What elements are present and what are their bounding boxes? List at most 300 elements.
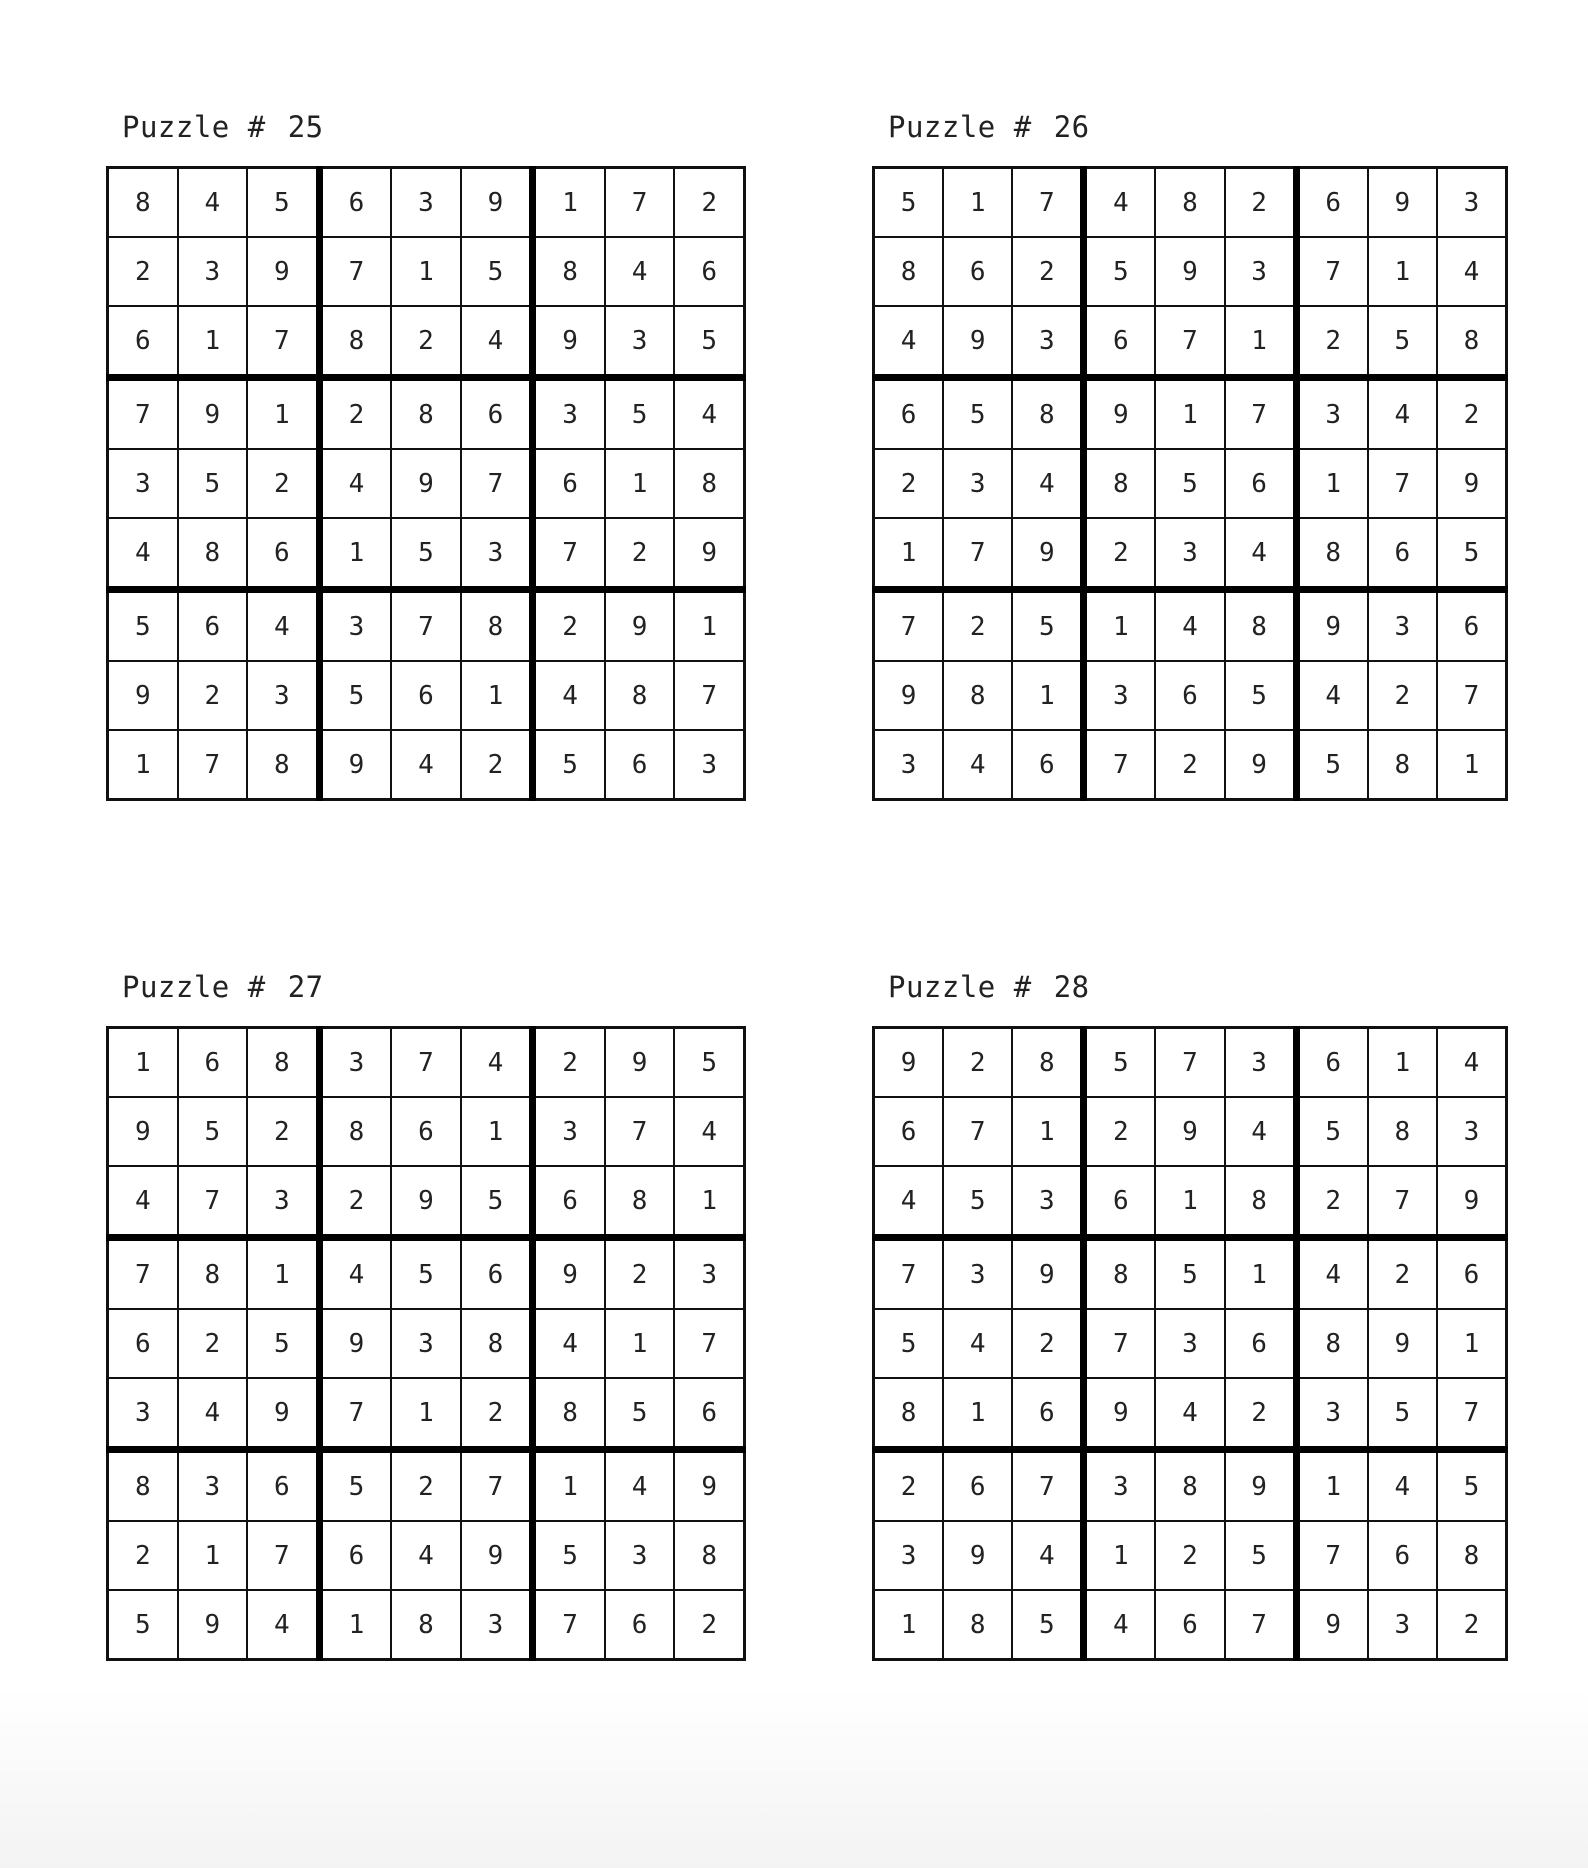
grid-cell: 6 xyxy=(178,1028,248,1098)
grid-cell: 1 xyxy=(533,168,605,238)
grid-cell: 7 xyxy=(108,378,178,450)
grid-cell: 9 xyxy=(943,306,1012,378)
grid-cell: 4 xyxy=(674,1097,744,1166)
grid-cell: 9 xyxy=(674,518,744,590)
grid-row xyxy=(108,378,745,450)
grid-cell: 9 xyxy=(461,1521,533,1590)
puzzle-label: Puzzle # xyxy=(122,110,266,144)
grid-cell: 8 xyxy=(1155,1450,1224,1522)
grid-cell: 3 xyxy=(319,590,391,662)
grid-cell: 7 xyxy=(1437,661,1507,730)
grid-cell: 5 xyxy=(319,1450,391,1522)
grid-cell: 4 xyxy=(178,1378,248,1450)
grid-cell: 5 xyxy=(319,661,391,730)
grid-cell: 1 xyxy=(108,1028,178,1098)
grid-cell: 3 xyxy=(605,1521,675,1590)
grid-cell: 4 xyxy=(108,1166,178,1238)
grid-cell: 3 xyxy=(1296,378,1368,450)
grid-cell: 4 xyxy=(874,1166,944,1238)
grid-cell: 2 xyxy=(1225,168,1297,238)
grid-cell: 1 xyxy=(319,1590,391,1660)
sudoku-grid xyxy=(106,166,746,801)
grid-cell: 5 xyxy=(391,518,461,590)
grid-cell: 1 xyxy=(874,518,944,590)
grid-cell: 2 xyxy=(391,1450,461,1522)
grid-cell: 8 xyxy=(1368,1097,1437,1166)
puzzle-label: Puzzle # xyxy=(122,970,266,1004)
grid-cell: 9 xyxy=(533,1238,605,1310)
grid-cell: 7 xyxy=(461,1450,533,1522)
grid-cell: 5 xyxy=(674,306,744,378)
puzzle-number: 28 xyxy=(1053,970,1090,1004)
grid-cell: 2 xyxy=(605,1238,675,1310)
grid-cell: 3 xyxy=(178,237,248,306)
grid-row xyxy=(874,1238,1507,1310)
grid-cell: 2 xyxy=(674,168,744,238)
grid-cell: 4 xyxy=(533,661,605,730)
grid-cell: 6 xyxy=(108,1309,178,1378)
grid-cell: 6 xyxy=(1084,306,1156,378)
grid-cell: 4 xyxy=(605,237,675,306)
grid-cell: 4 xyxy=(178,168,248,238)
grid-cell: 7 xyxy=(605,168,675,238)
grid-cell: 3 xyxy=(319,1028,391,1098)
page-background xyxy=(0,1688,1588,1868)
grid-row xyxy=(108,168,745,238)
grid-cell: 8 xyxy=(1225,1166,1297,1238)
grid-cell: 6 xyxy=(247,518,319,590)
grid-cell: 1 xyxy=(674,1166,744,1238)
grid-cell: 8 xyxy=(108,1450,178,1522)
grid-row xyxy=(108,1450,745,1522)
grid-cell: 2 xyxy=(533,590,605,662)
puzzle-title xyxy=(888,970,1090,1004)
grid-cell: 5 xyxy=(1368,1378,1437,1450)
grid-cell: 7 xyxy=(1084,730,1156,800)
grid-cell: 1 xyxy=(943,1378,1012,1450)
grid-cell: 9 xyxy=(247,237,319,306)
grid-cell: 2 xyxy=(319,378,391,450)
grid-cell: 9 xyxy=(319,730,391,800)
grid-cell: 8 xyxy=(108,168,178,238)
grid-cell: 8 xyxy=(1012,378,1084,450)
grid-cell: 9 xyxy=(1437,449,1507,518)
grid-cell: 3 xyxy=(461,1590,533,1660)
grid-row xyxy=(874,730,1507,800)
grid-cell: 7 xyxy=(1225,378,1297,450)
grid-cell: 1 xyxy=(1225,306,1297,378)
grid-cell: 2 xyxy=(874,449,944,518)
grid-cell: 5 xyxy=(1084,1028,1156,1098)
grid-cell: 9 xyxy=(391,449,461,518)
grid-cell: 6 xyxy=(461,378,533,450)
grid-cell: 9 xyxy=(674,1450,744,1522)
puzzle-title xyxy=(888,110,1090,144)
grid-row xyxy=(108,1097,745,1166)
grid-cell: 4 xyxy=(247,1590,319,1660)
grid-cell: 9 xyxy=(1296,1590,1368,1660)
grid-cell: 9 xyxy=(1368,1309,1437,1378)
grid-cell: 5 xyxy=(674,1028,744,1098)
grid-cell: 9 xyxy=(533,306,605,378)
grid-cell: 9 xyxy=(1155,237,1224,306)
grid-cell: 8 xyxy=(1012,1028,1084,1098)
grid-row xyxy=(874,378,1507,450)
grid-cell: 6 xyxy=(391,661,461,730)
grid-row xyxy=(108,661,745,730)
grid-row xyxy=(874,237,1507,306)
grid-cell: 3 xyxy=(674,730,744,800)
grid-cell: 4 xyxy=(319,449,391,518)
grid-cell: 8 xyxy=(247,1028,319,1098)
grid-cell: 4 xyxy=(1155,1378,1224,1450)
grid-cell: 8 xyxy=(461,1309,533,1378)
grid-cell: 9 xyxy=(1296,590,1368,662)
grid-cell: 6 xyxy=(1012,1378,1084,1450)
grid-cell: 1 xyxy=(1012,661,1084,730)
grid-cell: 5 xyxy=(874,1309,944,1378)
grid-cell: 6 xyxy=(533,449,605,518)
grid-cell: 6 xyxy=(874,378,944,450)
grid-cell: 4 xyxy=(1225,1097,1297,1166)
grid-row xyxy=(874,1450,1507,1522)
grid-cell: 8 xyxy=(533,237,605,306)
grid-cell: 4 xyxy=(247,590,319,662)
grid-cell: 2 xyxy=(1296,1166,1368,1238)
grid-row xyxy=(874,1590,1507,1660)
grid-cell: 8 xyxy=(874,237,944,306)
grid-cell: 3 xyxy=(605,306,675,378)
grid-row xyxy=(874,306,1507,378)
grid-cell: 2 xyxy=(1368,1238,1437,1310)
grid-cell: 6 xyxy=(247,1450,319,1522)
grid-cell: 5 xyxy=(1368,306,1437,378)
grid-cell: 3 xyxy=(1368,1590,1437,1660)
sudoku-grid xyxy=(872,166,1508,801)
grid-cell: 2 xyxy=(1437,378,1507,450)
grid-cell: 3 xyxy=(1296,1378,1368,1450)
grid-cell: 4 xyxy=(943,1309,1012,1378)
grid-cell: 4 xyxy=(1368,378,1437,450)
grid-cell: 1 xyxy=(178,1521,248,1590)
grid-cell: 4 xyxy=(461,1028,533,1098)
grid-cell: 3 xyxy=(1225,1028,1297,1098)
grid-cell: 1 xyxy=(1012,1097,1084,1166)
grid-cell: 2 xyxy=(1155,1521,1224,1590)
grid-row xyxy=(108,1378,745,1450)
grid-cell: 3 xyxy=(533,1097,605,1166)
grid-cell: 4 xyxy=(461,306,533,378)
grid-cell: 8 xyxy=(1084,449,1156,518)
grid-cell: 2 xyxy=(943,590,1012,662)
grid-cell: 1 xyxy=(1437,730,1507,800)
grid-cell: 7 xyxy=(674,661,744,730)
puzzle-label: Puzzle # xyxy=(888,110,1032,144)
grid-cell: 1 xyxy=(1155,1166,1224,1238)
grid-cell: 7 xyxy=(1437,1378,1507,1450)
grid-cell: 8 xyxy=(1225,590,1297,662)
grid-cell: 8 xyxy=(178,518,248,590)
grid-cell: 5 xyxy=(1296,730,1368,800)
grid-cell: 3 xyxy=(108,1378,178,1450)
grid-cell: 8 xyxy=(943,661,1012,730)
grid-cell: 9 xyxy=(1012,1238,1084,1310)
grid-cell: 6 xyxy=(605,1590,675,1660)
grid-cell: 7 xyxy=(461,449,533,518)
grid-cell: 1 xyxy=(319,518,391,590)
grid-cell: 2 xyxy=(1225,1378,1297,1450)
grid-cell: 7 xyxy=(247,306,319,378)
grid-cell: 3 xyxy=(1084,661,1156,730)
grid-row xyxy=(874,168,1507,238)
grid-cell: 5 xyxy=(605,378,675,450)
grid-row xyxy=(108,1309,745,1378)
grid-row xyxy=(874,590,1507,662)
grid-cell: 5 xyxy=(461,237,533,306)
grid-cell: 5 xyxy=(1437,518,1507,590)
grid-cell: 3 xyxy=(1012,1166,1084,1238)
grid-cell: 9 xyxy=(461,168,533,238)
grid-cell: 6 xyxy=(1368,1521,1437,1590)
grid-cell: 4 xyxy=(943,730,1012,800)
grid-cell: 7 xyxy=(1012,1450,1084,1522)
grid-cell: 8 xyxy=(533,1378,605,1450)
grid-cell: 1 xyxy=(391,1378,461,1450)
grid-cell: 8 xyxy=(391,1590,461,1660)
grid-cell: 9 xyxy=(605,590,675,662)
grid-cell: 2 xyxy=(943,1028,1012,1098)
grid-cell: 2 xyxy=(533,1028,605,1098)
grid-cell: 5 xyxy=(874,168,944,238)
grid-cell: 1 xyxy=(1296,1450,1368,1522)
grid-cell: 3 xyxy=(874,730,944,800)
grid-cell: 3 xyxy=(674,1238,744,1310)
grid-cell: 9 xyxy=(1437,1166,1507,1238)
grid-cell: 7 xyxy=(674,1309,744,1378)
grid-cell: 9 xyxy=(1012,518,1084,590)
grid-cell: 3 xyxy=(247,1166,319,1238)
grid-row xyxy=(874,1166,1507,1238)
grid-cell: 8 xyxy=(319,306,391,378)
grid-cell: 9 xyxy=(874,661,944,730)
grid-cell: 6 xyxy=(533,1166,605,1238)
grid-row xyxy=(874,1028,1507,1098)
grid-cell: 8 xyxy=(874,1378,944,1450)
grid-cell: 3 xyxy=(943,1238,1012,1310)
grid-cell: 2 xyxy=(108,1521,178,1590)
grid-cell: 8 xyxy=(605,661,675,730)
grid-cell: 1 xyxy=(1225,1238,1297,1310)
grid-cell: 7 xyxy=(1155,1028,1224,1098)
grid-cell: 3 xyxy=(178,1450,248,1522)
grid-cell: 6 xyxy=(874,1097,944,1166)
grid-cell: 2 xyxy=(1012,237,1084,306)
grid-cell: 5 xyxy=(1225,661,1297,730)
grid-cell: 7 xyxy=(178,730,248,800)
grid-row xyxy=(874,1521,1507,1590)
grid-cell: 2 xyxy=(1437,1590,1507,1660)
grid-cell: 1 xyxy=(943,168,1012,238)
grid-cell: 6 xyxy=(1225,449,1297,518)
grid-cell: 5 xyxy=(1437,1450,1507,1522)
grid-cell: 1 xyxy=(874,1590,944,1660)
grid-cell: 7 xyxy=(1225,1590,1297,1660)
grid-cell: 6 xyxy=(108,306,178,378)
grid-cell: 1 xyxy=(1368,237,1437,306)
grid-row xyxy=(874,1309,1507,1378)
grid-cell: 6 xyxy=(605,730,675,800)
grid-cell: 4 xyxy=(1437,1028,1507,1098)
grid-cell: 9 xyxy=(178,1590,248,1660)
grid-cell: 9 xyxy=(108,1097,178,1166)
grid-cell: 5 xyxy=(461,1166,533,1238)
grid-cell: 6 xyxy=(391,1097,461,1166)
grid-cell: 9 xyxy=(391,1166,461,1238)
grid-cell: 9 xyxy=(943,1521,1012,1590)
grid-cell: 7 xyxy=(108,1238,178,1310)
grid-cell: 7 xyxy=(605,1097,675,1166)
grid-cell: 7 xyxy=(533,1590,605,1660)
grid-cell: 6 xyxy=(1437,590,1507,662)
grid-cell: 8 xyxy=(1296,1309,1368,1378)
grid-cell: 7 xyxy=(391,1028,461,1098)
grid-cell: 8 xyxy=(674,449,744,518)
grid-cell: 9 xyxy=(178,378,248,450)
grid-cell: 2 xyxy=(1084,1097,1156,1166)
grid-cell: 2 xyxy=(461,1378,533,1450)
grid-cell: 4 xyxy=(1084,1590,1156,1660)
grid-cell: 7 xyxy=(943,1097,1012,1166)
grid-cell: 6 xyxy=(943,237,1012,306)
grid-cell: 5 xyxy=(108,590,178,662)
grid-cell: 5 xyxy=(391,1238,461,1310)
grid-row xyxy=(108,1521,745,1590)
grid-cell: 2 xyxy=(178,661,248,730)
grid-cell: 7 xyxy=(391,590,461,662)
grid-cell: 4 xyxy=(533,1309,605,1378)
grid-cell: 7 xyxy=(1155,306,1224,378)
grid-cell: 5 xyxy=(247,168,319,238)
grid-cell: 5 xyxy=(1296,1097,1368,1166)
grid-cell: 1 xyxy=(1084,590,1156,662)
grid-cell: 8 xyxy=(1368,730,1437,800)
grid-row xyxy=(108,518,745,590)
grid-cell: 2 xyxy=(1012,1309,1084,1378)
grid-cell: 2 xyxy=(1368,661,1437,730)
grid-row xyxy=(108,237,745,306)
grid-cell: 3 xyxy=(108,449,178,518)
grid-cell: 1 xyxy=(247,1238,319,1310)
puzzle-label: Puzzle # xyxy=(888,970,1032,1004)
grid-cell: 1 xyxy=(108,730,178,800)
grid-cell: 1 xyxy=(461,1097,533,1166)
grid-cell: 1 xyxy=(461,661,533,730)
grid-row xyxy=(874,1378,1507,1450)
grid-cell: 7 xyxy=(943,518,1012,590)
grid-row xyxy=(108,306,745,378)
grid-cell: 8 xyxy=(1437,1521,1507,1590)
grid-cell: 3 xyxy=(1155,518,1224,590)
grid-cell: 3 xyxy=(1368,590,1437,662)
grid-cell: 5 xyxy=(943,378,1012,450)
grid-cell: 7 xyxy=(1368,1166,1437,1238)
grid-cell: 8 xyxy=(943,1590,1012,1660)
puzzle-title xyxy=(122,970,324,1004)
grid-cell: 5 xyxy=(943,1166,1012,1238)
grid-row xyxy=(108,1028,745,1098)
grid-cell: 3 xyxy=(247,661,319,730)
grid-cell: 2 xyxy=(1155,730,1224,800)
grid-cell: 1 xyxy=(247,378,319,450)
grid-cell: 7 xyxy=(1296,1521,1368,1590)
grid-row xyxy=(874,449,1507,518)
grid-cell: 3 xyxy=(461,518,533,590)
grid-cell: 9 xyxy=(108,661,178,730)
grid-cell: 3 xyxy=(1084,1450,1156,1522)
grid-cell: 1 xyxy=(391,237,461,306)
grid-cell: 6 xyxy=(178,590,248,662)
grid-cell: 2 xyxy=(391,306,461,378)
grid-cell: 7 xyxy=(247,1521,319,1590)
grid-cell: 1 xyxy=(1368,1028,1437,1098)
grid-cell: 9 xyxy=(319,1309,391,1378)
grid-row xyxy=(874,518,1507,590)
grid-cell: 6 xyxy=(1012,730,1084,800)
grid-cell: 8 xyxy=(1084,1238,1156,1310)
grid-cell: 7 xyxy=(1368,449,1437,518)
grid-cell: 3 xyxy=(1437,1097,1507,1166)
grid-cell: 6 xyxy=(319,1521,391,1590)
grid-row xyxy=(108,590,745,662)
grid-cell: 6 xyxy=(1084,1166,1156,1238)
grid-cell: 4 xyxy=(1296,661,1368,730)
grid-cell: 2 xyxy=(319,1166,391,1238)
grid-cell: 5 xyxy=(178,449,248,518)
grid-cell: 4 xyxy=(391,1521,461,1590)
grid-cell: 2 xyxy=(178,1309,248,1378)
grid-cell: 4 xyxy=(1437,237,1507,306)
grid-cell: 2 xyxy=(605,518,675,590)
grid-cell: 6 xyxy=(1296,1028,1368,1098)
grid-cell: 1 xyxy=(605,449,675,518)
grid-cell: 5 xyxy=(1084,237,1156,306)
grid-cell: 3 xyxy=(1437,168,1507,238)
grid-cell: 4 xyxy=(108,518,178,590)
grid-cell: 5 xyxy=(1012,1590,1084,1660)
grid-cell: 8 xyxy=(605,1166,675,1238)
grid-cell: 3 xyxy=(533,378,605,450)
grid-cell: 4 xyxy=(874,306,944,378)
grid-cell: 4 xyxy=(1084,168,1156,238)
grid-cell: 4 xyxy=(391,730,461,800)
grid-cell: 5 xyxy=(533,730,605,800)
puzzle-number: 25 xyxy=(287,110,324,144)
puzzle-title xyxy=(122,110,324,144)
grid-cell: 6 xyxy=(943,1450,1012,1522)
grid-cell: 5 xyxy=(605,1378,675,1450)
grid-cell: 9 xyxy=(1225,1450,1297,1522)
grid-cell: 9 xyxy=(1368,168,1437,238)
grid-cell: 3 xyxy=(943,449,1012,518)
grid-cell: 4 xyxy=(674,378,744,450)
grid-cell: 5 xyxy=(1012,590,1084,662)
grid-cell: 4 xyxy=(1012,449,1084,518)
grid-cell: 2 xyxy=(1084,518,1156,590)
grid-cell: 6 xyxy=(461,1238,533,1310)
grid-cell: 3 xyxy=(1225,237,1297,306)
grid-cell: 7 xyxy=(533,518,605,590)
grid-cell: 6 xyxy=(674,237,744,306)
